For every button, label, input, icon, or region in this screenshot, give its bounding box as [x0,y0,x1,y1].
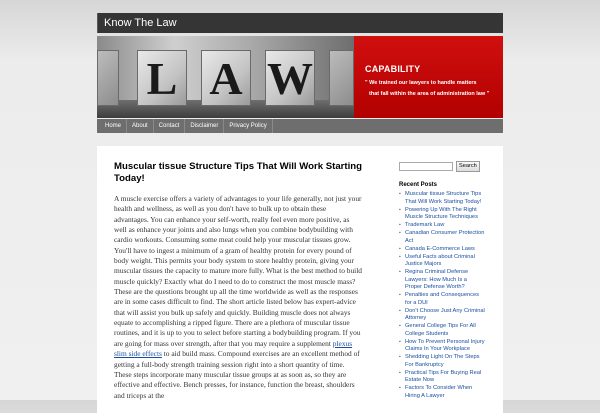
banner-block-edge-right [329,50,354,106]
recent-post-item[interactable]: ▪ Factors To Consider When Hiring A Lawyer [399,385,485,400]
nav-item-privacy-policy[interactable]: Privacy Policy [224,119,272,133]
header-banner [97,36,503,118]
recent-post-item[interactable]: ▪ Penalties and Consequences for a DUI [399,292,485,307]
recent-post-item[interactable]: ▪ Don't Choose Just Any Criminal Attorney [399,308,485,323]
banner-letter-l: L [137,50,187,106]
search-input[interactable] [399,162,453,171]
banner-block-edge [97,50,119,106]
search-button[interactable]: Search [456,161,480,172]
recent-post-item[interactable]: ▪ Regina Criminal Defense Lawyers: How Much Is a Proper Defense Worth? [399,269,485,292]
post-inline-link[interactable]: plexus slim side effects [114,338,353,359]
recent-post-item[interactable]: ▪ Canada E-Commerce Laws [399,246,485,254]
page-wrapper [97,13,503,400]
post-text-part2: to aid build mass. Compound exercises are an excellent method of getting a full-body strength training session right into a short quantity of time. These steps incorporate many muscular tissue groups at as soon as, so they are effective and effective. Bench presses, for instance, function the breast, shoulders and triceps at the [114,349,360,400]
main-nav [97,119,503,133]
nav-item-contact[interactable]: Contact [154,119,186,133]
post-content [114,161,362,401]
recent-posts-heading: Recent Posts [399,182,438,188]
nav-item-disclaimer[interactable]: Disclaimer [185,119,224,133]
banner-tagline-line2: that fall within the area of administration law " [369,91,490,97]
recent-post-item[interactable]: ▪ Muscular tissue Structure Tips That Will Work Starting Today! [399,191,485,206]
main-area [97,146,503,413]
sidebar [399,161,485,401]
banner-letter-a: A [201,50,251,106]
recent-post-item[interactable]: ▪ Canadian Consumer Protection Act [399,230,485,245]
recent-posts-list [399,191,485,400]
recent-post-item[interactable]: ▪ Practical Tips For Buying Real Estate Now [399,370,485,385]
banner-letter-w: W [265,50,315,106]
post-title[interactable]: Muscular tissue Structure Tips That Will Work Starting Today! [114,161,362,184]
recent-post-item[interactable]: ▪ Powering Up With The Right Muscle Structure Techniques [399,207,485,222]
banner-capability-panel [354,36,503,118]
site-title[interactable]: Know The Law [97,13,503,33]
search-form [399,161,485,172]
banner-headline: CAPABILITY [365,64,421,74]
recent-post-item[interactable]: ▪ Useful Facts about Criminal Justice Majors [399,254,485,269]
post-body [114,194,362,401]
recent-post-item[interactable]: ▪ Trademark Law [399,222,485,230]
nav-item-about[interactable]: About [127,119,154,133]
recent-post-item[interactable]: ▪ General College Tips For All College Students [399,323,485,338]
banner-tagline-line1: " We trained our lawyers to handle matters [365,80,477,86]
recent-post-item[interactable]: ▪ Shedding Light On The Steps For Bankruptcy [399,354,485,369]
nav-item-home[interactable]: Home [100,119,127,133]
post-text-part1: A muscle exercise offers a variety of advantages to your life generally, not just your health and wellness, as well as you don't have to bulk up to obtain these advantages. You can enhance your self-worth, really feel even more positive, as well as enhance your joints and also lungs when you combine bodybuilding with cardio workouts. Consuming some meat could help your muscular tissues grow. You'll have to ingest a minimum of a gram of healthy protein for every pound of body weight. This permits your body system to store healthy protein, giving your muscular tissues the capacity to mature more fully. What is the best method to build muscle quickly? Exactly what do I need to do to construct the most muscle mass? These are the questions brought up all the time worldwide as well as the responses are in some cases difficult to find. The short article listed below has expert-advice that will assist you bulk up safely and quickly. Building muscle does not always equate to accomplishing a ripped figure. There are a plethora of muscular tissue routines, and it is up to you to select before starting a bodybuilding program. If you are going for mass over strength, after that you may require a supplement [114,194,362,348]
recent-post-item[interactable]: ▪ How To Prevent Personal Injury Claims In Your Workplace [399,339,485,354]
